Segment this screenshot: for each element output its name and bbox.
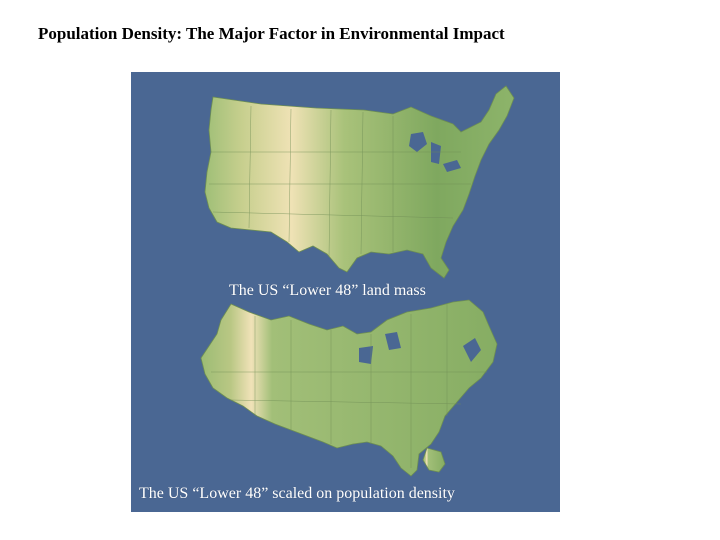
land-mass-caption: The US “Lower 48” land mass	[229, 282, 426, 299]
map-panel	[131, 72, 560, 512]
slide-title: Population Density: The Major Factor in Environmental Impact	[38, 24, 505, 43]
population-cartogram-map	[201, 300, 497, 476]
population-density-caption: The US “Lower 48” scaled on population density	[139, 485, 455, 502]
us-land-mass-map	[205, 86, 514, 278]
